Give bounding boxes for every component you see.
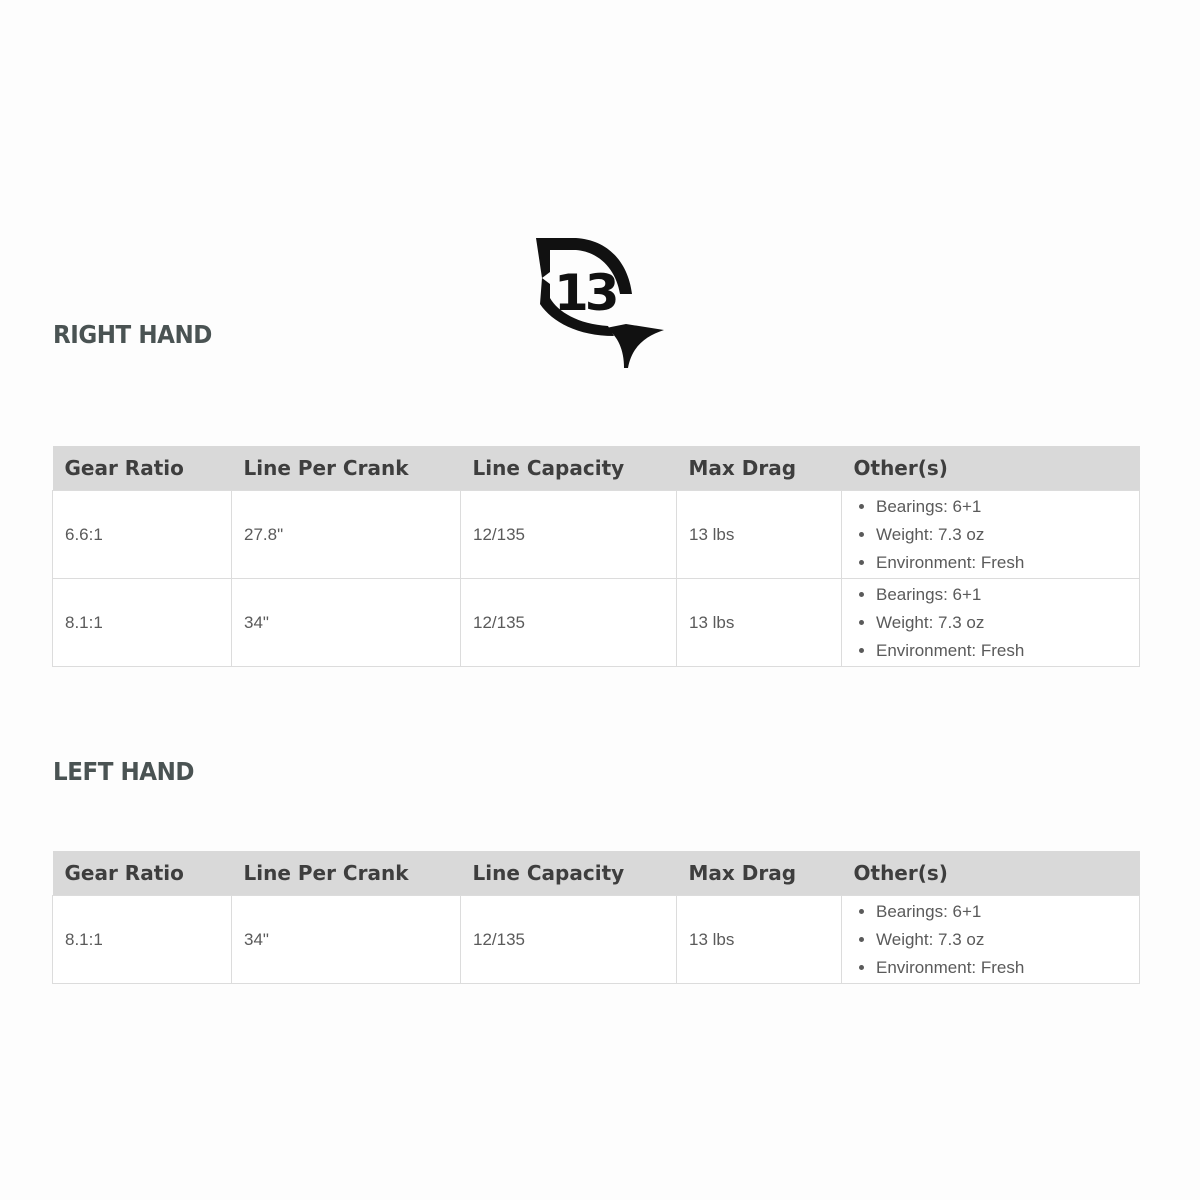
others-list [854, 493, 1139, 577]
cell-others [842, 491, 1140, 579]
header-line-capacity: Line Capacity [461, 851, 677, 896]
list-item: • Environment: Fresh [876, 549, 1139, 577]
table-header-row [53, 851, 1140, 896]
13-fishing-logo-icon [528, 232, 668, 372]
table-row [53, 579, 1140, 667]
cell-line-per-crank: 27.8" [232, 491, 461, 579]
table-row [53, 896, 1140, 984]
others-list [854, 898, 1139, 982]
header-max-drag: Max Drag [677, 851, 842, 896]
header-max-drag: Max Drag [677, 446, 842, 491]
cell-max-drag: 13 lbs [677, 579, 842, 667]
spec-table-left-hand [52, 851, 1140, 984]
cell-line-capacity: 12/135 [461, 579, 677, 667]
list-item: • Weight: 7.3 oz [876, 521, 1139, 549]
list-item: • Environment: Fresh [876, 954, 1139, 982]
list-item: • Weight: 7.3 oz [876, 926, 1139, 954]
cell-line-per-crank: 34" [232, 896, 461, 984]
header-line-per-crank: Line Per Crank [232, 851, 461, 896]
cell-line-capacity: 12/135 [461, 896, 677, 984]
header-gear-ratio: Gear Ratio [53, 446, 232, 491]
cell-gear-ratio: 8.1:1 [53, 896, 232, 984]
cell-gear-ratio: 8.1:1 [53, 579, 232, 667]
list-item: • Bearings: 6+1 [876, 493, 1139, 521]
cell-max-drag: 13 lbs [677, 491, 842, 579]
cell-gear-ratio: 6.6:1 [53, 491, 232, 579]
list-item: • Environment: Fresh [876, 637, 1139, 665]
header-gear-ratio: Gear Ratio [53, 851, 232, 896]
header-others: Other(s) [842, 851, 1140, 896]
table-row [53, 491, 1140, 579]
section-title-left-hand: LEFT HAND [53, 757, 195, 786]
section-title-right-hand: RIGHT HAND [53, 320, 212, 349]
logo-text: 13 [554, 264, 616, 322]
header-others: Other(s) [842, 446, 1140, 491]
list-item: • Bearings: 6+1 [876, 898, 1139, 926]
list-item: • Bearings: 6+1 [876, 581, 1139, 609]
spec-table-right-hand [52, 446, 1140, 667]
cell-line-capacity: 12/135 [461, 491, 677, 579]
header-line-per-crank: Line Per Crank [232, 446, 461, 491]
cell-others [842, 579, 1140, 667]
list-item: • Weight: 7.3 oz [876, 609, 1139, 637]
cell-line-per-crank: 34" [232, 579, 461, 667]
table-header-row [53, 446, 1140, 491]
cell-max-drag: 13 lbs [677, 896, 842, 984]
header-line-capacity: Line Capacity [461, 446, 677, 491]
others-list [854, 581, 1139, 665]
cell-others [842, 896, 1140, 984]
